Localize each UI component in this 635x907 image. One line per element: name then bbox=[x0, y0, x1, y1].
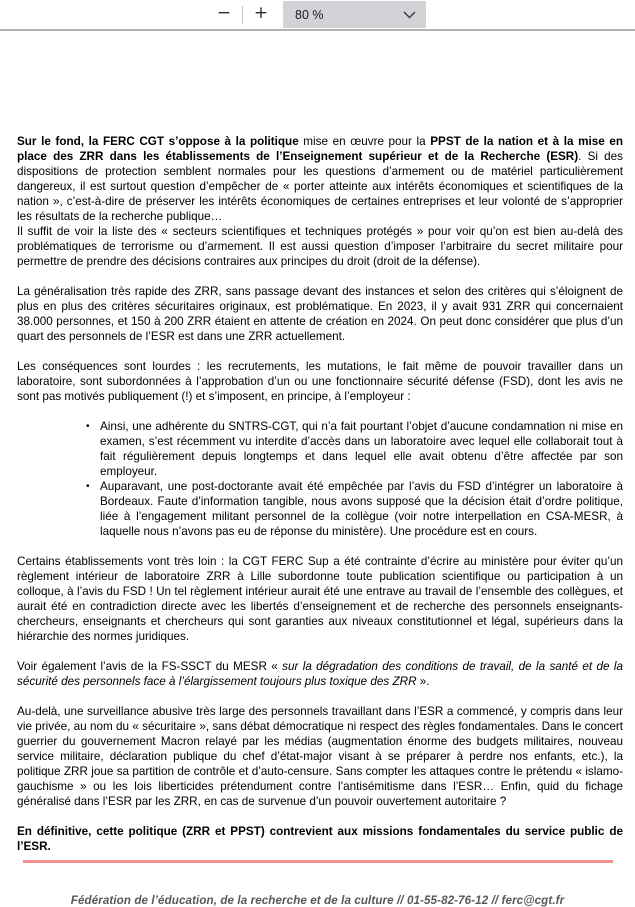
text-run: En définitive, cette politique (ZRR et PPST) contrevient aux missions fondamentales du service public de l’ESR. bbox=[17, 825, 623, 853]
bullet-item bbox=[17, 419, 623, 479]
bullet-list bbox=[17, 419, 623, 539]
footer-divider-line bbox=[23, 860, 613, 863]
text-run: Il suffit de voir la liste des « secteurs scientifiques et techniques protégés » pour voir qu’on est bien au-delà des problématiques de terrorisme ou d’armement. Il est aussi question d’imposer l’arbitraire du secret militaire pour permettre de prendre des décisions contraires aux principes du droit (droit de la défense). bbox=[17, 225, 623, 268]
chevron-down-icon bbox=[403, 11, 416, 19]
zoom-level-value: 80 % bbox=[295, 7, 324, 22]
zoom-in-button[interactable]: + bbox=[246, 2, 276, 28]
text-run: Sur le fond, la FERC CGT s’oppose à la politique bbox=[17, 135, 299, 148]
paragraph bbox=[17, 134, 623, 224]
text-run: PPST de la nation et à la mise en place des ZRR dans les établissements de l’Enseignement supérieur et de la Recherche (ESR) bbox=[17, 135, 623, 163]
text-run: Auparavant, une post-doctorante avait été empêchée par l’avis du FSD d’intégrer un laboratoire à Bordeaux. Faute d’information tangible, nous avons supposé que la décision était d’ordre politique, liée à l’engagement militant personnel de la collègue (voir notre interpellation en CSA-MESR, à laquelle nous n’avons pas eu de réponse du ministère). Une procédure est en cours. bbox=[100, 480, 623, 538]
document-page bbox=[0, 31, 635, 907]
zoom-toolbar bbox=[0, 0, 635, 31]
text-run: Certains établissements vont très loin : la CGT FERC Sup a été contrainte d’écrire au ministère pour éviter qu’un règlement intérieur de laboratoire ZRR à Lille subordonne toute publication scientifique ou participation à un colloque, à l’avis du FSD ! Un tel règlement intérieur aurait été une entrave au travail de l’ensemble des collègues, et aurait été en contradiction directe avec les libertés d’enseignement et de recherche des personnels enseignants-chercheurs, enseignants et chercheurs qui sont garanties aux niveaux constitutionnel et légal, supérieurs dans la hiérarchie des normes juridiques. bbox=[17, 555, 623, 643]
text-run: ». bbox=[416, 675, 430, 688]
text-run: . Si des dispositions de protection semblent normales pour les questions d’armement ou de matériel particulièrement dangereux, il est surtout question d’empêcher de « porter atteinte aux intérêts économiques et scientifiques de la nation », c’est-à-dire de préserver les intérêts économiques de certaines entreprises et leur volonté de s’approprier les résultats de la recherche publique… bbox=[17, 150, 624, 223]
text-run: Les conséquences sont lourdes : les recrutements, les mutations, le fait même de pouvoir travailler dans un laboratoire, sont subordonnées à l’approbation d’un ou une fonctionnaire sécurité défense (FSD), dont les avis ne sont pas motivés publiquement (!) et s’imposent, en principe, à l’employeur : bbox=[17, 360, 623, 403]
zoom-level-select[interactable] bbox=[283, 1, 426, 28]
text-run: mise en œuvre pour la bbox=[298, 135, 431, 148]
zoom-controls bbox=[209, 1, 426, 28]
paragraph bbox=[17, 554, 623, 644]
zoom-out-button[interactable]: − bbox=[209, 2, 239, 28]
text-run: Ainsi, une adhérente du SNTRS-CGT, qui n’a fait pourtant l’objet d’aucune condamnation ni mise en examen, s’est récemment vu interdite d’accès dans un laboratoire avec lequel elle collaborait tout à fait régulièrement depuis longtemps et dans lequel elle avait obtenu d’être affectée par son employeur. bbox=[100, 420, 623, 478]
paragraph bbox=[17, 824, 623, 854]
paragraph bbox=[17, 224, 623, 269]
document-content bbox=[0, 31, 635, 854]
toolbar-divider bbox=[242, 6, 243, 24]
footer-contact-text: Fédération de l’éducation, de la recherche et de la culture // 01-55-82-76-12 // ferc@cgt.fr bbox=[70, 894, 565, 907]
text-run: sur la dégradation des conditions de travail, de la santé et de la sécurité des personnels face à l’élargissement toujours plus toxique des ZRR bbox=[17, 660, 623, 688]
text-run: La généralisation très rapide des ZRR, sans passage devant des instances et selon des critères qui s’éloignent de plus en plus des critères sécuritaires originaux, est problématique. En 2023, il y avait 931 ZRR qui concernaient 38.000 personnes, et 150 à 200 ZRR étaient en attente de création en 2024. On peut donc considérer que plus d’un quart des personnels de l’ESR est dans une ZRR actuellement. bbox=[17, 285, 623, 343]
text-run: Au-delà, une surveillance abusive très large des personnels travaillant dans l’ESR a commencé, y compris dans leur vie privée, au nom du « sécuritaire », sans débat démocratique ni respect des règles fondamentales. Dans le concert guerrier du gouvernement Macron relayé par les médias (augmentation énorme des budgets militaires, nouveau service militaire, déclaration publique du chef d’état-major visant à se préparer à perdre nos enfants, etc.), la politique ZRR joue sa partition de contrôle et d’auto-censure. Sans compter les attaques contre le prétendu « islamo-gauchisme » ou les lois liberticides prétendument contre l’antisémitisme dans l’ESR… Enfin, quid du fichage généralisé dans l’ESR par les ZRR, en cas de survenue d’un pouvoir ouvertement autoritaire ? bbox=[17, 705, 623, 808]
bullet-item bbox=[17, 479, 623, 539]
paragraph bbox=[17, 704, 623, 809]
document-footer bbox=[0, 860, 635, 907]
paragraph bbox=[17, 659, 623, 689]
paragraph bbox=[17, 359, 623, 404]
paragraph bbox=[17, 284, 623, 344]
text-run: Voir également l’avis de la FS-SSCT du MESR « bbox=[17, 660, 283, 673]
